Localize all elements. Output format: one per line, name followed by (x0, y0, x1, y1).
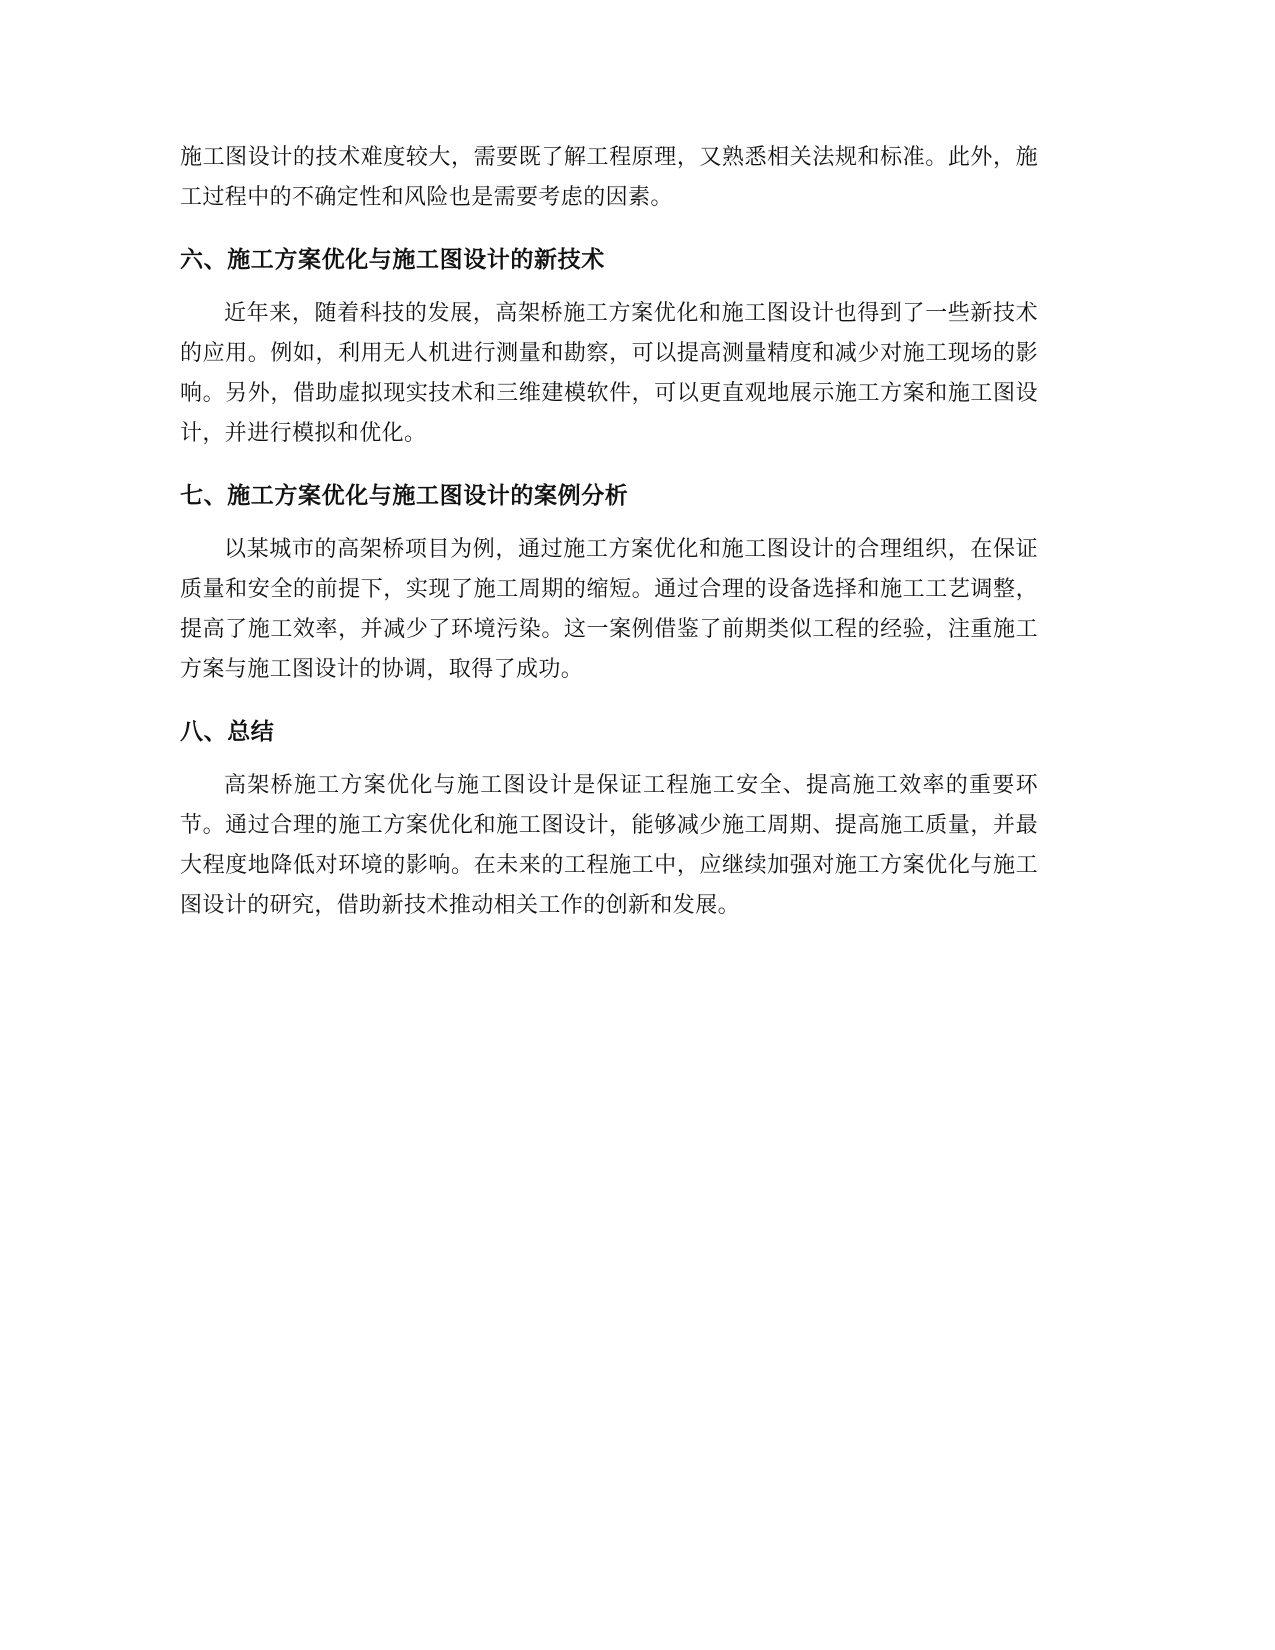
section-paragraph-case-analysis: 以某城市的高架桥项目为例，通过施工方案优化和施工图设计的合理组织，在保证质量和安全的前提下，实现了施工周期的缩短。通过合理的设备选择和施工工艺调整，提高了施工效率，并减少了环境污染。这一案例借鉴了前期类似工程的经验，注重施工方案与施工图设计的协调，取得了成功。 (180, 537, 1038, 682)
section-paragraph-new-technology: 近年来，随着科技的发展，高架桥施工方案优化和施工图设计也得到了一些新技术的应用。例如，利用无人机进行测量和勘察，可以提高测量精度和减少对施工现场的影响。另外，借助虚拟现实技术和三维建模软件，可以更直观地展示施工方案和施工图设计，并进行模拟和优化。 (180, 301, 1038, 446)
section-paragraph-summary: 高架桥施工方案优化与施工图设计是保证工程施工安全、提高施工效率的重要环节。通过合理的施工方案优化和施工图设计，能够减少施工周期、提高施工质量，并最大程度地降低对环境的影响。在未来的工程施工中，应继续加强对施工方案优化与施工图设计的研究，借助新技术推动相关工作的创新和发展。 (180, 773, 1038, 918)
document-page (180, 138, 1038, 926)
section-heading-case-analysis: 七、施工方案优化与施工图设计的案例分析 (180, 483, 629, 509)
section-heading-summary: 八、总结 (180, 719, 275, 745)
section-heading-new-technology: 六、施工方案优化与施工图设计的新技术 (180, 247, 605, 273)
intro-paragraph: 施工图设计的技术难度较大，需要既了解工程原理，又熟悉相关法规和标准。此外，施工过程中的不确定性和风险也是需要考虑的因素。 (180, 145, 1038, 210)
